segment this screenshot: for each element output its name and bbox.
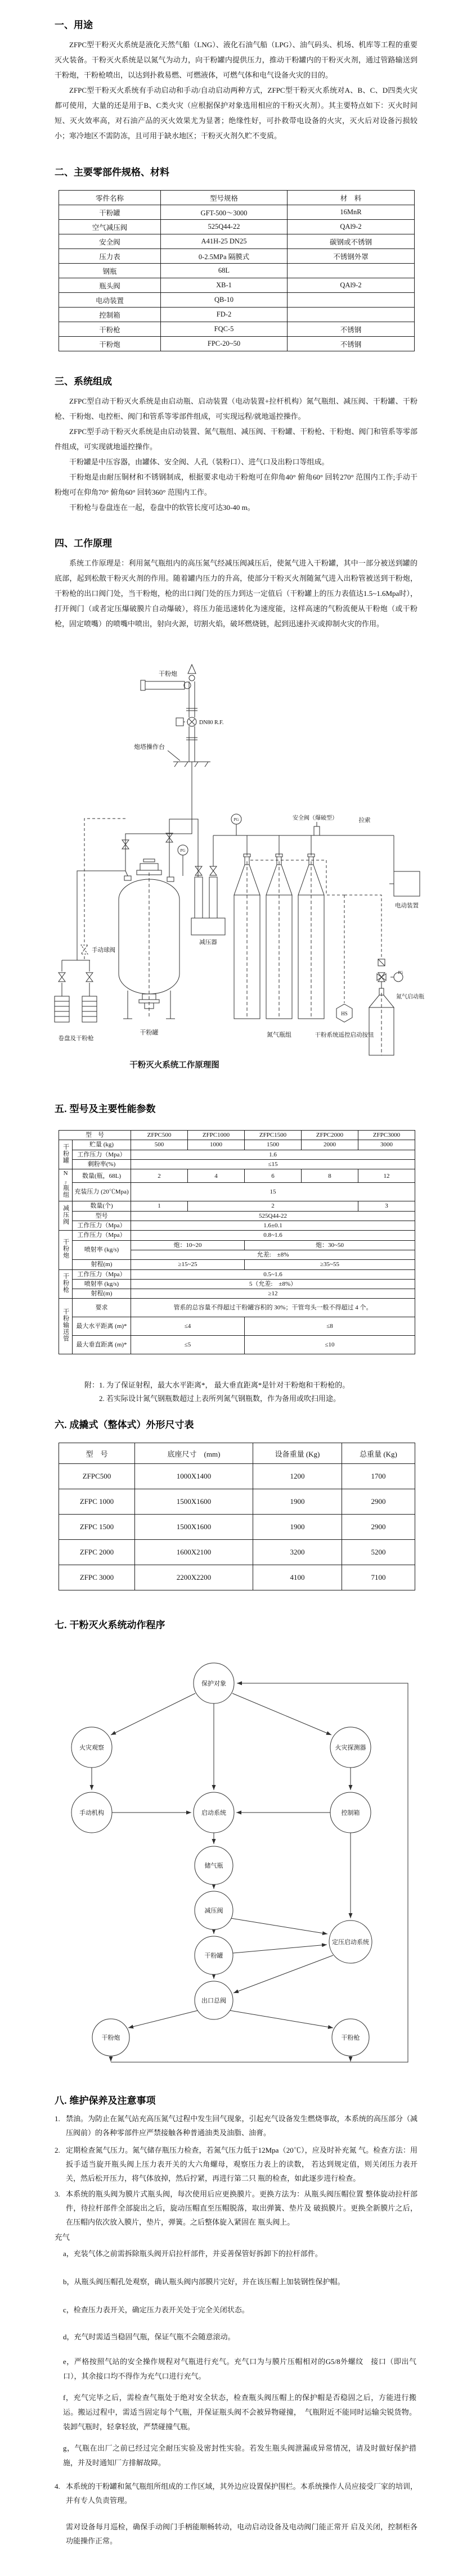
hose-reels-symbol xyxy=(55,960,97,1022)
cell: 0-2.5MPa 隔膜式 xyxy=(161,249,288,264)
cell: 不锈钢外罩 xyxy=(288,249,415,264)
group-label-cannon: 干粉炮 xyxy=(59,1231,73,1269)
cell: 1.6 xyxy=(131,1150,415,1159)
table-row xyxy=(59,1289,415,1299)
col-header: ZFPC1500 xyxy=(245,1131,302,1140)
charging-item-b: b，从瓶头阀压帽孔处观察，确认瓶头阀内部膜片完好，并在该压帽上加装钢性保护帽。 xyxy=(63,2277,345,2286)
cell: 500 xyxy=(131,1140,188,1150)
cell: ≤15 xyxy=(131,1159,415,1169)
cell: 2900 xyxy=(342,1515,415,1540)
table-row xyxy=(59,1211,415,1221)
cell: 4 xyxy=(188,1169,245,1183)
edge-protect-watch xyxy=(111,1693,195,1735)
row-label: 充装压力 (20℃Mpa) xyxy=(73,1183,131,1201)
table-row xyxy=(59,220,415,234)
cell: ZFPC 1000 xyxy=(59,1489,135,1515)
cell: 1500 xyxy=(245,1140,302,1150)
section4-heading: 四、工作原理 xyxy=(55,538,112,549)
cell: ≤10 xyxy=(245,1336,415,1354)
list-text: 本系统的瓶头阀为膜片式瓶头阀，每次使用后应更换膜片。更换方法为：从瓶头阀压帽位置 整体旋动拉杆部件，待拉杆部件全部旋出之后，旋动压帽直至压帽脱落，取出弹簧、垫片及 破损膜片。更换全新膜片之后，在压帽内依次放入膜片，垫片，弹簧。之后整体旋入紧固在 瓶头阀上。 xyxy=(66,2190,417,2226)
list-item-2 xyxy=(55,2143,417,2185)
table-row xyxy=(59,1515,415,1540)
svg-text:干粉罐: 干粉罐 xyxy=(204,1953,223,1959)
pg-label: PG xyxy=(180,848,186,853)
cell: 68L xyxy=(161,264,288,278)
cell: 5200 xyxy=(342,1540,415,1565)
cell: ≥35~55 xyxy=(245,1260,415,1269)
pg-label: PG xyxy=(398,970,403,975)
cell: 碳钢或不锈钢 xyxy=(288,234,415,249)
pressure-reducer-symbol xyxy=(191,835,225,935)
cell xyxy=(288,264,415,278)
cell: FD-2 xyxy=(161,308,288,322)
row-label: 剩粉率(%) xyxy=(73,1159,131,1169)
cell: ZFPC 1500 xyxy=(59,1515,135,1540)
list-marker: 2. xyxy=(55,2146,60,2154)
flow-node-reducer xyxy=(195,1891,233,1929)
charging-item-e: e，严格按照气站的安全操作规程对气瓶进行充气。充气口为与膜片压帽相对的G5/8外螺纹 接口（即出气口），其余接口均不得作为充气口进行充气。 xyxy=(63,2357,416,2380)
cell: 瓶头阀 xyxy=(59,278,161,293)
cell: 干粉罐 xyxy=(59,205,161,220)
cell: 安全阀 xyxy=(59,234,161,249)
n2-group-label: 氮气瓶组 xyxy=(267,1032,291,1038)
flow-node-cylinder xyxy=(195,1846,233,1884)
cell: 炮：10~20 xyxy=(131,1240,245,1250)
cell: 2 xyxy=(188,1201,358,1211)
table-header-row xyxy=(59,191,415,205)
list-marker xyxy=(55,2520,66,2548)
edge-outlet-gun xyxy=(230,2010,333,2028)
charging-item-g: g，气瓶在出厂之前已经过完全耐压实验及密封性实验。若发生瓶头阀泄漏或异常情况，请及时做好保护措施，并及时通知厂方排解故障。 xyxy=(63,2444,416,2467)
table-note-1: 附：1. 为了保证射程，最大水平距离*， 最大垂直距离*是针对干粉炮和干粉枪的。 xyxy=(84,1381,350,1389)
table-row xyxy=(59,234,415,249)
table-row xyxy=(59,1317,415,1336)
cell: ≤5 xyxy=(131,1336,245,1354)
col-header: 材 料 xyxy=(288,191,415,205)
group-label-pipe: 干粉输送管 xyxy=(59,1299,73,1354)
cell: 5（允差: ±8%） xyxy=(131,1279,415,1289)
cell: ≥12 xyxy=(131,1289,415,1299)
svg-text:保护对象: 保护对象 xyxy=(201,1680,226,1687)
cell: 控制箱 xyxy=(59,308,161,322)
cell: 2900 xyxy=(342,1489,415,1515)
table-row xyxy=(59,1169,415,1183)
svg-text:火灾探测器: 火灾探测器 xyxy=(335,1745,366,1751)
cell: XB-1 xyxy=(161,278,288,293)
cell: 3000 xyxy=(358,1140,415,1150)
col-header: 零件名称 xyxy=(59,191,161,205)
list-item-1 xyxy=(55,2112,417,2140)
powder-tank-symbol xyxy=(119,859,179,1019)
row-label: 要求 xyxy=(73,1299,131,1317)
cell: 1 xyxy=(131,1201,188,1211)
row-label: 工作压力（Mpa） xyxy=(73,1221,131,1231)
cell: 12 xyxy=(358,1169,415,1183)
cell: 1600X2100 xyxy=(135,1540,253,1565)
section8-heading: 八. 维护保养及注意事项 xyxy=(55,2095,156,2106)
cell: 炮：30~50 xyxy=(245,1240,415,1250)
list-item-4 xyxy=(55,2479,417,2507)
svg-text:干粉枪: 干粉枪 xyxy=(341,2035,360,2041)
electric-device-symbol xyxy=(394,871,420,896)
row-label: 数量(瓶，68L) xyxy=(73,1169,131,1183)
table-row xyxy=(59,1260,415,1269)
table-row xyxy=(59,1489,415,1515)
cell: 1500X1600 xyxy=(135,1489,253,1515)
list-marker: 4. xyxy=(55,2482,60,2491)
cell: 2000 xyxy=(302,1140,358,1150)
col-header: ZFPC3000 xyxy=(358,1131,415,1140)
table-row xyxy=(59,249,415,264)
reducer-label: 减压器 xyxy=(199,939,217,946)
col-header: 总重量 (Kg) xyxy=(342,1443,415,1464)
section2-heading: 二、主要零部件规格、材料 xyxy=(55,167,169,178)
svg-text:储气瓶: 储气瓶 xyxy=(204,1863,223,1869)
electric-device-label: 电动装置 xyxy=(395,903,419,909)
table-row xyxy=(59,264,415,278)
table-row xyxy=(59,1240,415,1250)
list-text: 禁油。为防止在氮气站充高压氮气过程中发生回气现象，引起充气设备发生燃烧事故，本系统的高压部分（减压阀前）的各种零部件应严禁接触各种普通油类及油脂、油膏。 xyxy=(66,2114,417,2137)
svg-text:控制箱: 控制箱 xyxy=(341,1810,360,1816)
col-header: 型 号 xyxy=(59,1131,131,1140)
cable-label: 拉索 xyxy=(358,817,371,824)
list-text: 需对设备每月巡检，确保手动阀门手柄能顺畅转动，电动启动设备及电动阀门能正常开 启及关闭，控制柜各功能操作正常。 xyxy=(66,2523,417,2545)
cell: 管系的总容量不得超过干粉罐容积的 30%；干管弯头一般不得超过 4 个。 xyxy=(131,1299,415,1317)
cell: 8 xyxy=(302,1169,358,1183)
turret-platform-label: 炮塔操作台 xyxy=(134,744,165,751)
cell: 1700 xyxy=(342,1464,415,1489)
cell: ≤8 xyxy=(245,1317,415,1336)
svg-text:减压阀: 减压阀 xyxy=(204,1908,223,1914)
start-bottle-label: 氮气启动瓶 xyxy=(396,994,424,1000)
flow-node-control xyxy=(330,1792,371,1833)
table-row xyxy=(59,205,415,220)
action-sequence-flowchart xyxy=(42,1656,425,2067)
section3-paragraph-5: 干粉枪与卷盘连在一起，卷盘中的软管长度可达30-40 m。 xyxy=(69,503,255,512)
cell: 干粉炮 xyxy=(59,337,161,351)
table-row xyxy=(59,1299,415,1317)
col-header: ZFPC500 xyxy=(131,1131,188,1140)
col-header: ZFPC1000 xyxy=(188,1131,245,1140)
cell: 1000 xyxy=(188,1140,245,1150)
table-row xyxy=(59,1279,415,1289)
cell: 压力表 xyxy=(59,249,161,264)
row-label: 最大水平距离 (m)* xyxy=(73,1317,131,1336)
diagram-caption: 干粉灭火系统工作原理图 xyxy=(129,1061,219,1070)
table-row xyxy=(59,1336,415,1354)
row-label: 喷射率 (kg/s) xyxy=(73,1279,131,1289)
hs-label: HS xyxy=(341,1011,348,1016)
edge-tank-constant xyxy=(233,1945,327,1953)
table-row xyxy=(59,1231,415,1240)
list-text: 本系统的干粉罐和氮气瓶组所组成的工作区域，其外边应设置保护围栏。本系统操作人员应接受厂家的培训，并有专人负责管理。 xyxy=(66,2482,417,2505)
row-label: 数量(个) xyxy=(73,1201,131,1211)
cell: 4100 xyxy=(253,1565,342,1590)
row-label: 最大垂直距离 (m)* xyxy=(73,1336,131,1354)
section3-paragraph-2: ZFPC型手动干粉灭火系统是由启动装置、氮气瓶组、减压阀、干粉罐、干粉枪、干粉炮、阀门和管系等零部件组成，可实现就地遥控操作。 xyxy=(55,427,417,451)
n2-cylinder-group-symbol xyxy=(234,835,344,1019)
table-row xyxy=(59,1464,415,1489)
powder-pipe xyxy=(77,762,192,960)
list-item-3 xyxy=(55,2187,417,2229)
flow-node-manual xyxy=(71,1792,112,1833)
manual-ball-valve-label: 手动球阀 xyxy=(92,947,115,953)
safety-valve-symbol xyxy=(314,826,320,835)
edge-outlet-cannon xyxy=(128,2010,198,2028)
flow-node-protect xyxy=(194,1663,234,1703)
cell: ≥15~25 xyxy=(131,1260,245,1269)
row-label: 工作压力（Mpa） xyxy=(73,1150,131,1159)
cell: 允差: ±8% xyxy=(131,1250,415,1259)
cell: QB-10 xyxy=(161,293,288,308)
flow-node-constant xyxy=(329,1920,372,1963)
row-label: 贮量 (kg) xyxy=(73,1140,131,1150)
row-label: 工作压力（Mpa） xyxy=(73,1269,131,1279)
svg-text:启动系统: 启动系统 xyxy=(201,1810,226,1816)
group-label-gun: 干粉枪 xyxy=(59,1269,73,1299)
flow-node-gun xyxy=(332,2019,369,2056)
cell: 干粉枪 xyxy=(59,322,161,337)
remote-button-label: 干粉系统遥控启动按钮 xyxy=(315,1032,374,1038)
cell xyxy=(288,308,415,322)
section3-heading: 三、系统组成 xyxy=(55,376,112,387)
safety-valve-label: 安全阀（爆破型） xyxy=(293,815,338,821)
col-header: 型号规格 xyxy=(161,191,288,205)
cell: 3200 xyxy=(253,1540,342,1565)
table-header-row xyxy=(59,1443,415,1464)
section5-heading: 五. 型号及主要性能参数 xyxy=(55,1104,156,1114)
cannon-label: 干粉炮 xyxy=(159,671,177,677)
charging-item-f: f，充气完毕之后，需检查气瓶处于绝对安全状态，检查瓶头阀压帽上的保护帽是否稳固之后，方能进行搬运。搬运过程中，需适当固定每个气瓶，并保证瓶头阀不会被异物碰撞， 气瓶附近不能同时运输尖锐货物。装卸气瓶时，轻拿轻放，严禁碰撞气瓶。 xyxy=(63,2393,416,2431)
charging-item-c: c，检查压力表开关，确定压力表开关处于完全关闭状态。 xyxy=(63,2306,249,2314)
row-label: 工作压力（Mpa） xyxy=(73,1231,131,1240)
pg-label: PG xyxy=(234,817,239,822)
dimensions-table xyxy=(59,1443,415,1590)
cell: ZFPC500 xyxy=(59,1464,135,1489)
cell: 2200X2200 xyxy=(135,1565,253,1590)
cell: 电动装置 xyxy=(59,293,161,308)
col-header: 设备重量 (Kg) xyxy=(253,1443,342,1464)
cell: 16MnR xyxy=(288,205,415,220)
cell: 1900 xyxy=(253,1489,342,1515)
group-label-tank: 干粉罐 xyxy=(59,1140,73,1169)
table-row xyxy=(59,1150,415,1159)
cell: 1500X1600 xyxy=(135,1515,253,1540)
edge-protect-detector xyxy=(232,1693,331,1735)
list-marker: 3. xyxy=(55,2190,60,2198)
row-label: 喷射率 (kg/s) xyxy=(73,1240,131,1260)
table-row xyxy=(59,1201,415,1211)
edge-constant-outlet xyxy=(234,1955,333,1993)
cell: ≤4 xyxy=(131,1317,245,1336)
table-row xyxy=(59,1221,415,1231)
cell: GFT-500～3000 xyxy=(161,205,288,220)
cell: 1.6±0.1 xyxy=(131,1221,415,1231)
svg-text:干粉炮: 干粉炮 xyxy=(101,2035,120,2041)
cell: 钢瓶 xyxy=(59,264,161,278)
system-schematic-diagram xyxy=(0,659,467,1075)
cell: 525Q44-22 xyxy=(161,220,288,234)
final-paragraph xyxy=(55,2520,417,2548)
cell: 0.5~1.6 xyxy=(131,1269,415,1279)
charging-item-d: d，充气时需适当稳固气瓶，保证气瓶不会随意滚动。 xyxy=(63,2333,235,2341)
flow-node-tank xyxy=(195,1936,233,1974)
cell: A41H-25 DN25 xyxy=(161,234,288,249)
cell: 15 xyxy=(131,1183,415,1201)
flow-node-detector xyxy=(330,1727,371,1768)
reel-gun-label: 卷盘及干粉枪 xyxy=(58,1036,94,1042)
table-row xyxy=(59,308,415,322)
section3-paragraph-4: 干粉炮是由耐压铜材和不锈钢制成，根据要求电动干粉炮可在仰角40° 俯角60° 回转270° 范围内工作;手动干粉炮可在仰角70° 俯角60° 回转360° 范围内工作。 xyxy=(55,473,417,496)
table-row xyxy=(59,293,415,308)
cell: 0.8~1.6 xyxy=(131,1231,415,1240)
row-label: 型号 xyxy=(73,1211,131,1221)
tank-label: 干粉罐 xyxy=(140,1029,159,1036)
section3-paragraph-1: ZFPC型自动干粉灭火系统是由启动瓶、启动装置（电动装置+拉杆机构）氮气瓶组、减压阀、干粉罐、干粉枪、干粉炮、电控柜、阀门和管系等零部件组成，可实现远程/就地遥控操作。 xyxy=(55,397,417,421)
table-row xyxy=(59,1140,415,1150)
section6-heading: 六. 成撬式（整体式）外形尺寸表 xyxy=(55,1420,194,1430)
col-header: ZFPC2000 xyxy=(302,1131,358,1140)
svg-text:手动机构: 手动机构 xyxy=(79,1810,104,1816)
table-row xyxy=(59,1565,415,1590)
cell: 不锈钢 xyxy=(288,322,415,337)
list-text: 定期检查氮气压力。氮气储存瓶压力检查，若氮气压力低于12Mpa（20℃），应及时补充氮 气。检查方法：用扳手适当旋开瓶头阀上压力表开关的大六角螺母，观察压力表上的读数， 若达到规定值，则关闭压力表开关，然后松开压力，将气体放掉，然后拧紧，再进行第二只 瓶的检查，如此逐步进行检查。 xyxy=(66,2146,417,2182)
cell: 525Q44-22 xyxy=(131,1211,415,1221)
charging-item-a: a，充装气体之前需拆除瓶头阀开启拉杆部件，并妥善保管好拆卸下的拉杆部件。 xyxy=(63,2249,322,2258)
table-row xyxy=(59,278,415,293)
col-header: 底座尺寸 (mm) xyxy=(135,1443,253,1464)
table-header-row xyxy=(59,1131,415,1140)
group-label-n2: N₂瓶组 xyxy=(59,1169,73,1201)
cell: FQC-5 xyxy=(161,322,288,337)
svg-text:定压启动系统: 定压启动系统 xyxy=(332,1939,369,1946)
table-row xyxy=(59,322,415,337)
cell: QAl9-2 xyxy=(288,278,415,293)
cell xyxy=(288,293,415,308)
flow-node-start xyxy=(194,1792,234,1833)
cell: 3 xyxy=(358,1201,415,1211)
cell: 6 xyxy=(245,1169,302,1183)
table-row xyxy=(59,1269,415,1279)
table-row xyxy=(59,1540,415,1565)
row-label: 射程(m) xyxy=(73,1289,131,1299)
cell: ZFPC 2000 xyxy=(59,1540,135,1565)
col-header: 型 号 xyxy=(59,1443,135,1464)
section4-paragraph: 系统工作原理是：利用氮气瓶组内的高压氮气经减压阀减压后，使氮气进入干粉罐，其中一部分被送到罐的底部，起到松散干粉灭火剂的作用。随着罐内压力的升高，使部分干粉灭火剂随氮气进入出粉管被送到干粉炮，干粉枪的出口阀门处，当干粉炮，枪的出口阀门处的压力到达一定值后（干粉罐上的压力表值达1.5~1.6Mpa时），打开阀门（或者定压爆破膜片自动爆破），将压力能迅速转化为速度能，这样高速的气粉流便从干粉炮（或干粉枪，固定喷嘴）的喷嘴中喷出，射向火源，切割火焰，破坏燃烧链，起到迅速扑灭或抑制火灾的作用。 xyxy=(55,559,417,628)
cell: 7100 xyxy=(342,1565,415,1590)
cell: 1900 xyxy=(253,1515,342,1540)
cell: ZFPC 3000 xyxy=(59,1565,135,1590)
section1-paragraph-1: ZFPC型干粉灭火系统是液化天然气船（LNG）、液化石油气船（LPG）、油气码头、机场、机库等工程的重要灭火装备。干粉灭火系统是以氮气为动力，向干粉罐内提供压力，推动干粉罐内的干粉灭火剂，通过管路输送到干粉炮，干粉枪喷出，以达到扑救易燃、可燃液体，可燃气体和电气设备火灾的目的。 xyxy=(55,40,417,79)
flow-node-cannon xyxy=(92,2019,129,2056)
section1-heading: 一、用途 xyxy=(55,20,93,30)
section7-heading: 七. 干粉灭火系统动作程序 xyxy=(55,1620,165,1630)
cell: QAl9-2 xyxy=(288,220,415,234)
cell: 不锈钢 xyxy=(288,337,415,351)
parts-table xyxy=(59,190,415,351)
table-row xyxy=(59,337,415,351)
flow-node-outlet xyxy=(195,1981,233,2019)
flow-node-watch xyxy=(71,1727,112,1768)
charging-subheading: 充气 xyxy=(55,2233,70,2241)
cell: 1000X1400 xyxy=(135,1464,253,1489)
dn80-label: DN80 R.F. xyxy=(199,720,224,726)
svg-text:火灾观察: 火灾观察 xyxy=(79,1745,104,1751)
performance-table xyxy=(59,1130,415,1354)
section3-paragraph-3: 干粉罐是中压容器，由罐体、安全阀、人孔（装粉口）、进气口及出粉口等组成。 xyxy=(69,458,329,466)
cell: 空气减压阀 xyxy=(59,220,161,234)
table-row xyxy=(59,1183,415,1201)
cell: FPC-20~50 xyxy=(161,337,288,351)
row-label: 射程(m) xyxy=(73,1260,131,1269)
edge-reducer-constant xyxy=(231,1918,327,1934)
svg-text:出口总阀: 出口总阀 xyxy=(201,1997,226,2004)
group-label-valve: 减压阀 xyxy=(59,1201,73,1231)
powder-cannon-symbol xyxy=(141,665,210,767)
list-marker: 1. xyxy=(55,2114,60,2123)
bypass-line xyxy=(84,819,125,943)
start-bottle-symbol xyxy=(344,895,403,1055)
cell: 2 xyxy=(131,1169,188,1183)
table-row xyxy=(59,1159,415,1169)
table-note-2: 2. 若实际设计氮气钢瓶数超过上表所列氮气钢瓶数，作为备用或吹扫用途。 xyxy=(99,1394,341,1403)
cell: 1200 xyxy=(253,1464,342,1489)
section1-paragraph-2: ZFPC型干粉灭火系统有手动启动和手动/自动启动两种方式，ZFPC型干粉灭火系统对A、B、C、D四类火灾都可使用，大量的还是用于B、C类火灾（应根据保护对象选用相应的干粉灭火剂）。其主要特点如下：灭火时间短、灭火效率高，对石油产品的灭火效果尤为显著；绝缘性好，可扑救带电设备的火灾，灭火后对设备污损较小；寒冷地区不需防冻，且可用于缺水地区；干粉灭火剂久贮不变质。 xyxy=(55,86,417,140)
